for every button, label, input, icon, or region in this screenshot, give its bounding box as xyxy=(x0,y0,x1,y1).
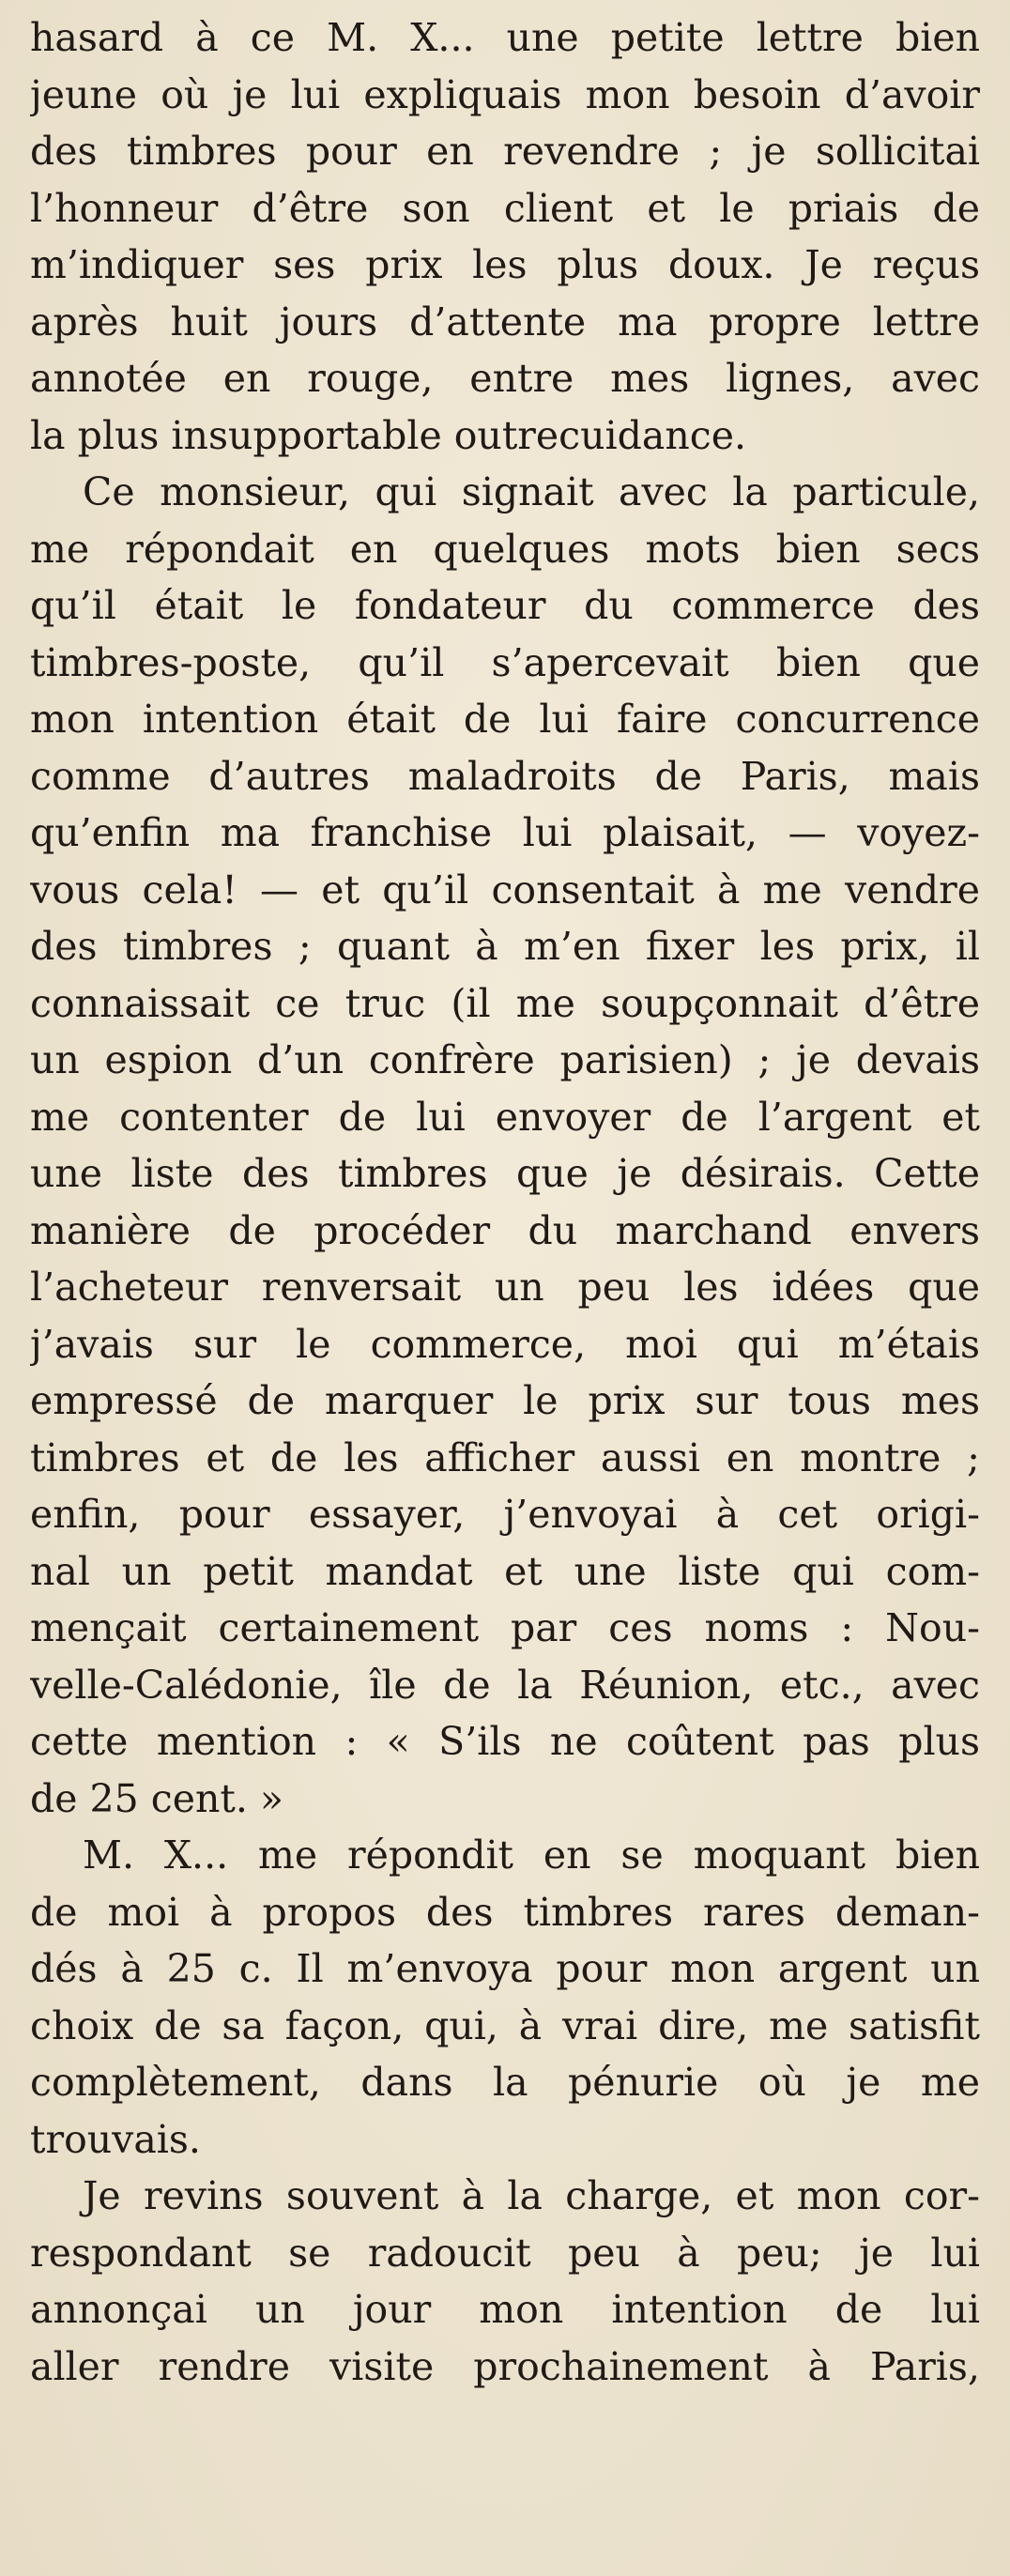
text-line: jeune où je lui expliquais mon besoin d’avoir xyxy=(30,71,980,117)
text-line: la plus insupportable outrecuidance. xyxy=(30,412,747,458)
text-line: Ce monsieur, qui signait avec la particule, xyxy=(83,469,980,514)
paragraph xyxy=(30,2168,980,2395)
text-line: aller rendre visite prochainement à Paris, xyxy=(30,2343,980,2389)
text-line: l’acheteur renversait un peu les idées que xyxy=(30,1265,980,1310)
text-line: une liste des timbres que je désirais. Cette xyxy=(30,1151,980,1196)
text-line: après huit jours d’attente ma propre lettre xyxy=(30,299,980,345)
text-line: velle-Calédonie, île de la Réunion, etc., avec xyxy=(30,1662,980,1708)
text-line: M. X... me répondit en se moquant bien xyxy=(83,1832,980,1878)
text-line: connaissait ce truc (il me soupçonnait d’être xyxy=(30,980,980,1026)
text-line: de 25 cent. » xyxy=(30,1775,284,1821)
text-line: annotée en rouge, entre mes lignes, avec xyxy=(30,356,980,401)
text-line: qu’il était le fondateur du commerce des xyxy=(30,583,980,628)
text-line: choix de sa façon, qui, à vrai dire, me satisfit xyxy=(30,2002,980,2048)
text-line: nal un petit mandat et une liste qui com- xyxy=(30,1548,980,1594)
text-line: mençait certainement par ces noms : Nou- xyxy=(30,1605,980,1650)
paragraph xyxy=(30,9,980,464)
text-line: cette mention : « S’ils ne coûtent pas plus xyxy=(30,1719,980,1764)
text-line: des timbres pour en revendre ; je sollicitai xyxy=(30,129,980,174)
text-line: empressé de marquer le prix sur tous mes xyxy=(30,1378,980,1423)
text-line: timbres-poste, qu’il s’apercevait bien que xyxy=(30,639,980,685)
text-line: me contenter de lui envoyer de l’argent et xyxy=(30,1094,980,1140)
body-text xyxy=(30,9,980,2395)
text-line: annonçai un jour mon intention de lui xyxy=(30,2287,980,2332)
text-line: des timbres ; quant à m’en fixer les prix, il xyxy=(30,924,980,969)
text-line: hasard à ce M. X... une petite lettre bien xyxy=(30,15,980,60)
text-line: j’avais sur le commerce, moi qui m’étais xyxy=(30,1321,980,1367)
text-line: m’indiquer ses prix les plus doux. Je reçus xyxy=(30,242,980,287)
text-line: me répondait en quelques mots bien secs xyxy=(30,526,980,572)
text-line: mon intention était de lui faire concurrence xyxy=(30,697,980,742)
text-line: un espion d’un confrère parisien) ; je devais xyxy=(30,1037,980,1082)
text-line: trouvais. xyxy=(30,2116,201,2162)
text-line: complètement, dans la pénurie où je me xyxy=(30,2060,980,2105)
text-line: manière de procéder du marchand envers xyxy=(30,1207,980,1253)
paragraph xyxy=(30,464,980,1827)
text-line: vous cela! — et qu’il consentait à me vendre xyxy=(30,866,980,912)
paragraph xyxy=(30,1827,980,2168)
text-line: l’honneur d’être son client et le priais de xyxy=(30,185,980,231)
text-line: Je revins souvent à la charge, et mon cor- xyxy=(83,2173,980,2218)
text-line: respondant se radoucit peu à peu; je lui xyxy=(30,2230,980,2276)
text-line: dés à 25 c. Il m’envoya pour mon argent un xyxy=(30,1946,980,1991)
text-line: de moi à propos des timbres rares deman- xyxy=(30,1889,980,1935)
text-line: timbres et de les afficher aussi en montre ; xyxy=(30,1434,980,1480)
text-line: enfin, pour essayer, j’envoyai à cet origi- xyxy=(30,1492,980,1537)
text-line: qu’enfin ma franchise lui plaisait, — voyez- xyxy=(30,810,980,855)
text-line: comme d’autres maladroits de Paris, mais xyxy=(30,753,980,799)
